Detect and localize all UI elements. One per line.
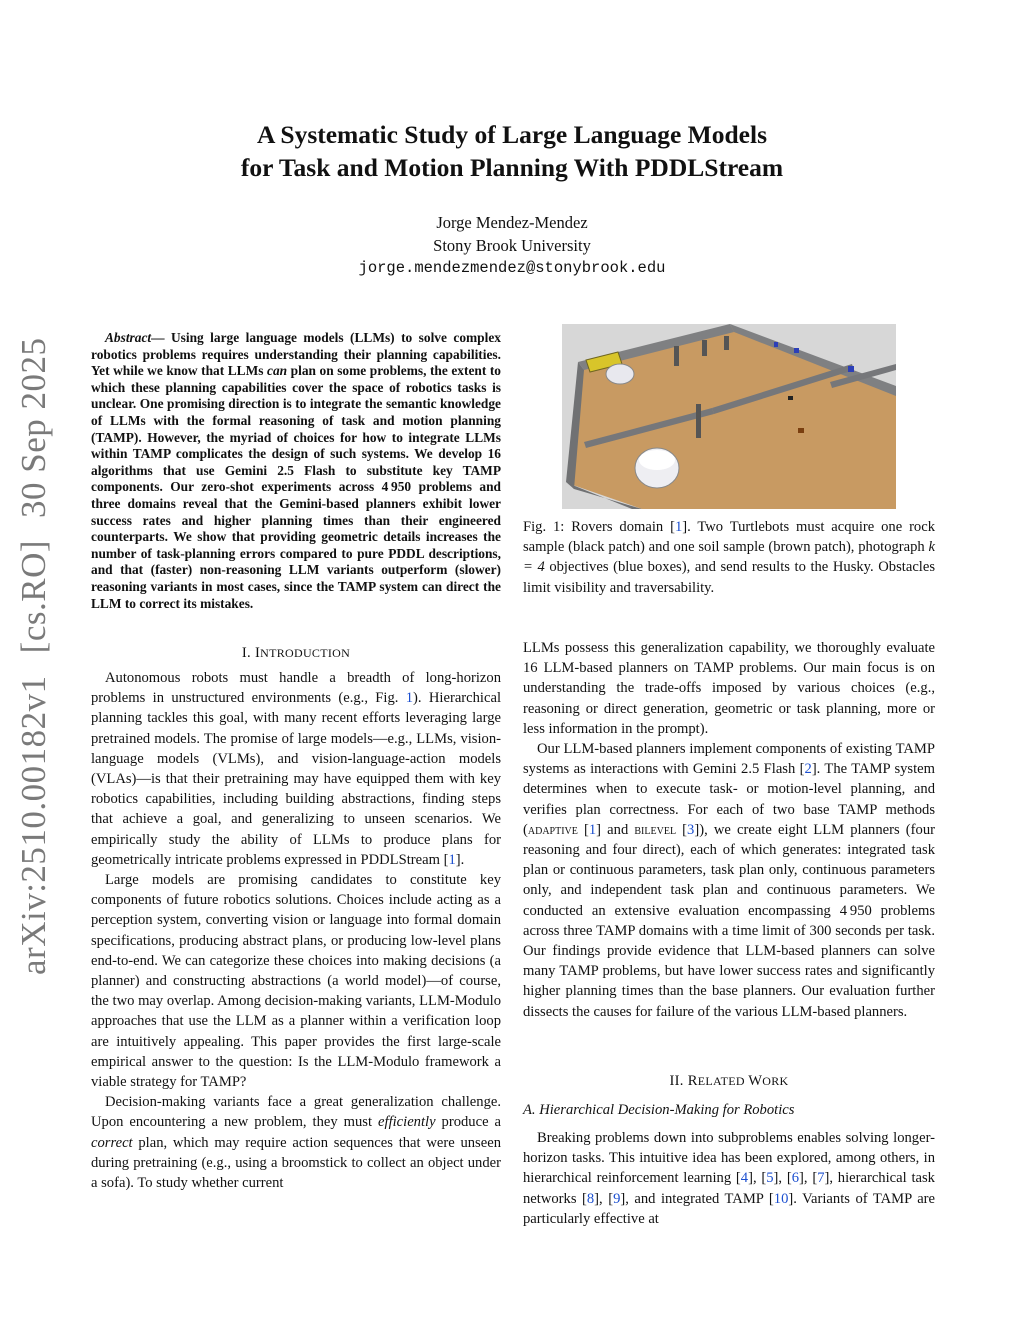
heading-smallcaps: NTRODUCTION — [260, 646, 351, 660]
intro-paragraph-1 — [91, 668, 501, 870]
emphasis: efficiently — [378, 1114, 436, 1131]
text-run: ). Hierarchical planning tackles this goal, with many recent efforts leveraging large pretrained models. The promise of large models—e.g., LLMs, vision-language models (VLMs), and vision-language-action models (VLAs)—is that their pretraining may have equipped them with key robotics capabilities, including building abstractions, finding steps that achieve a goal, and generalizing to unseen scenarios. We empirically study the ability of LLMs to produce plans for geometrically intricate problems expressed in PDDLStream [ — [91, 690, 501, 868]
intro-paragraph-2: Large models are promising candidates to constitute key components of future robotics solutions. Choices include acting as a perception system, converting vision or language into formal domain specifications, producing abstract plans, or producing low-level plans end-to-end. We can categorize these choices into making decisions (a planner) and constructing abstractions (a world model)—of course, the two may overlap. Among decision-making variants, LLM-Modulo approaches that use the LLM as a planner within a verification loop are intuitively appealing. This paper provides the first large-scale empirical answer to the question: Is the LLM-Modulo framework a viable strategy for TAMP? — [91, 872, 501, 1091]
heading-initial: R — [687, 1073, 698, 1089]
text-run: ], [ — [594, 1190, 614, 1207]
citation-link[interactable]: 7 — [817, 1170, 825, 1187]
col2-paragraph-1: LLMs possess this generalization capability, we thoroughly evaluate 16 LLM-based planners on TAMP problems. Our main focus is on understanding the trade-offs imposed by various choices (e.g., reasoning or direct generation, geometric or task planning, more or less information in the prompt). — [523, 640, 935, 737]
citation-link[interactable]: 3 — [687, 821, 695, 838]
section-heading-introduction — [91, 645, 501, 662]
abstract-dash: — — [151, 330, 171, 345]
citation-link[interactable]: 2 — [804, 761, 812, 778]
emphasis: correct — [91, 1134, 133, 1151]
col2-paragraph-2 — [523, 739, 935, 1022]
citation-link[interactable]: 5 — [766, 1170, 774, 1187]
section-heading-related-work — [523, 1073, 935, 1090]
heading-smallcaps: ELATED — [697, 1074, 749, 1088]
author-email[interactable]: jorge.mendezmendez@stonybrook.edu — [358, 259, 666, 277]
arxiv-id: arXiv:2510.00182v1 — [14, 675, 53, 975]
text-run: ]), we create eight LLM planners (four reasoning and four direct), each of which generates: integrated task plan or continuous parameters, task plan only, continuous parameters only, and independent task plan and continuous parameters. We conducted an extensive evaluation encompassing 4 950 problems across three TAMP domains with a time limit of 300 seconds per task. Our findings provide evidence that LLM-based planners can solve many TAMP problems, but have lower success rates and significantly higher planning times than the base planners. Our evaluation further dissects the causes for failure of the various LLM-based planners. — [523, 821, 935, 1020]
related-work-body — [523, 1128, 935, 1229]
section-number: I. — [241, 645, 255, 661]
text-run: ]. The TAMP system determines when to execute task- or motion-level planning, and verifies plan correctness. For each of two base TAMP methods ( — [523, 761, 935, 838]
intro-paragraph-3 — [91, 1092, 501, 1193]
text-run: Decision-making variants face a great generalization challenge. Upon encountering a new problem, they must — [91, 1094, 501, 1131]
text-run: Breaking problems down into subproblems enables solving longer-horizon tasks. This intuitive idea has been explored, among others, in hierarchical reinforcement learning [ — [523, 1130, 935, 1187]
citation-link[interactable]: 9 — [613, 1190, 621, 1207]
scene-post — [724, 336, 729, 350]
caption-text: ]. Two Turtlebots must acquire one rock sample (black patch) and one soil sample (brown patch), photograph — [523, 519, 935, 556]
title-line-2: for Task and Motion Planning With PDDLStream — [240, 153, 784, 182]
section-number: II. — [669, 1073, 688, 1089]
abstract — [91, 330, 501, 612]
text-run: [ — [676, 821, 688, 838]
rovers-scene-image — [562, 324, 896, 509]
caption-text: objectives (blue boxes), and send results to the Husky. Obstacles limit visibility and traversability. — [523, 559, 936, 596]
citation-link[interactable]: 8 — [586, 1190, 595, 1207]
text-run: ], hierarchical task networks [ — [523, 1170, 935, 1207]
method-name: adaptive — [527, 821, 578, 838]
heading-initial: I — [254, 645, 261, 661]
citation-link[interactable]: 1 — [588, 821, 597, 838]
text-run: Autonomous robots must handle a breadth of long-horizon problems in unstructured environments (e.g., Fig. — [91, 670, 501, 707]
citation-link[interactable]: 10 — [773, 1190, 789, 1207]
text-run: [ — [577, 821, 589, 838]
related-paragraph-1 — [523, 1128, 935, 1229]
text-run: ], [ — [773, 1170, 792, 1187]
scene-rock-patch — [788, 396, 793, 400]
abstract-text-2: plan on some problems, the extent to which these planning capabilities cover the space of robotics tasks is unclear. One promising direction is to integrate the semantic knowledge of LLMs with the formal reasoning of task and motion planning (TAMP). However, the myriad of choices for how to integrate LLMs within TAMP complicates the design of such systems. We develop 16 algorithms that use Gemini 2.5 Flash to substitute key TAMP components. Our zero-shot experiments across 4 950 problems and three domains reveal that the Gemini-based planners exhibit lower success rates and higher planning times than their engineered counterparts. We show that providing geometric details increases the number of task-planning errors compared to pure PDDL descriptions, and that (faster) non-reasoning LLM variants outperform (slower) reasoning variants in most cases, since the TAMP system can direct the LLM to correct its mistakes. — [91, 363, 501, 611]
arxiv-category: [cs.RO] — [14, 539, 53, 654]
text-run: produce a — [435, 1114, 502, 1131]
figure-rovers-domain — [562, 324, 896, 509]
citation-link[interactable]: 6 — [791, 1170, 800, 1187]
text-run: ], [ — [799, 1170, 818, 1187]
introduction-body — [91, 668, 501, 1193]
scene-turtlebot-2-top — [639, 450, 675, 470]
text-run: ]. — [455, 851, 465, 868]
author-name: Jorge Mendez-Mendez — [436, 213, 588, 232]
author-affiliation: Stony Brook University — [433, 236, 591, 255]
text-run: ]. Variants of TAMP are particularly effective at — [523, 1190, 936, 1227]
caption-text: Fig. 1: Rovers domain [ — [523, 519, 675, 535]
method-name: bilevel — [634, 821, 677, 838]
text-run: ] and — [596, 821, 635, 838]
text-run: Our LLM-based planners implement components of existing TAMP systems as interactions with Gemini 2.5 Flash [ — [523, 741, 935, 778]
scene-blue-box — [774, 342, 778, 347]
scene-blue-box — [794, 348, 799, 353]
title-line-1: A Systematic Study of Large Language Models — [257, 120, 767, 149]
heading-smallcaps: ORK — [762, 1074, 789, 1088]
abstract-text-1: Using large language models (LLMs) to solve complex robotics problems requires understanding their planning capabilities. Yet while we know that LLMs — [91, 330, 501, 379]
arxiv-date: 30 Sep 2025 — [14, 337, 53, 518]
scene-blue-box — [848, 366, 854, 372]
scene-turtlebot-1 — [606, 364, 634, 384]
caption-math: k = 4 — [523, 539, 935, 576]
scene-post — [674, 346, 679, 366]
text-run: ], [ — [748, 1170, 767, 1187]
heading-initial: W — [748, 1073, 763, 1089]
scene-post — [702, 340, 707, 356]
citation-link[interactable]: 1 — [674, 519, 683, 535]
scene-soil-patch — [798, 428, 804, 433]
text-run: plan, which may require action sequences that were unseen during pretraining (e.g., using a broomstick to collect an object under a sofa). To study whether current — [91, 1134, 501, 1192]
text-run: ], and integrated TAMP [ — [620, 1190, 774, 1207]
subsection-heading: A. Hierarchical Decision-Making for Robotics — [523, 1102, 795, 1118]
right-column-body — [523, 638, 935, 1022]
figure-caption — [523, 517, 935, 598]
scene-post — [696, 404, 701, 438]
abstract-emphasis: can — [267, 363, 288, 379]
abstract-label: Abstract — [105, 330, 152, 345]
citation-link[interactable]: 1 — [448, 851, 456, 868]
figure-ref-link[interactable]: 1 — [405, 690, 414, 707]
arxiv-sidebar-stamp — [14, 337, 54, 975]
citation-link[interactable]: 4 — [740, 1170, 749, 1187]
paper-title — [120, 118, 904, 184]
